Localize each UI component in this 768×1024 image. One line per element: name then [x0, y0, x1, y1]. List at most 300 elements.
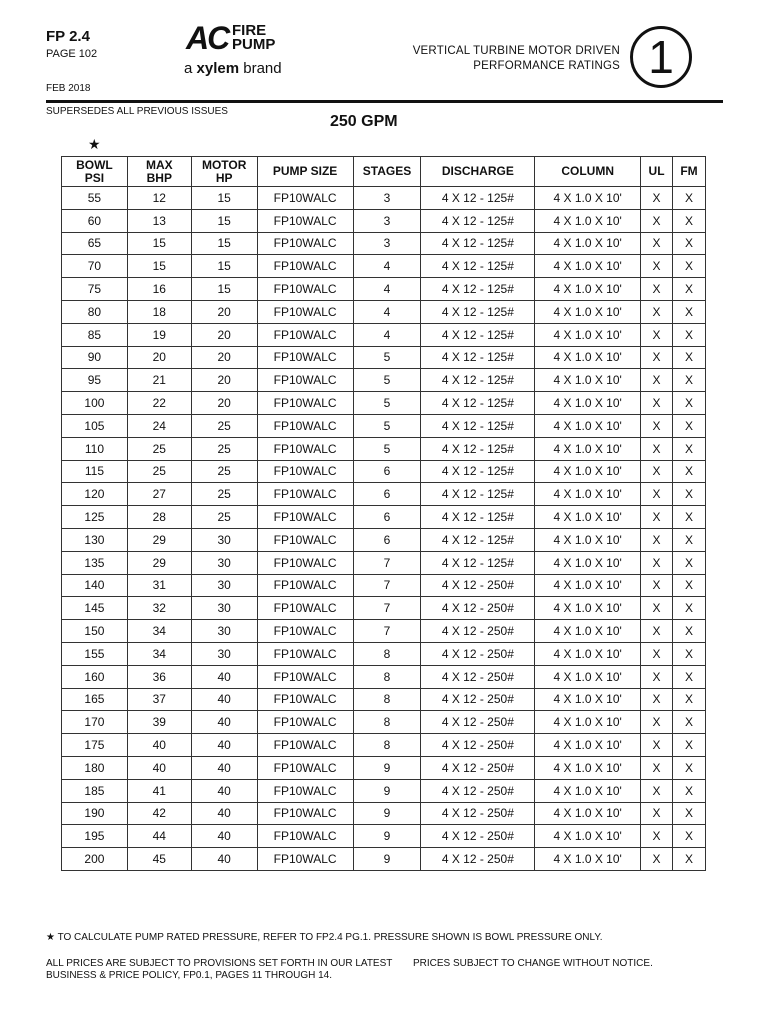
table-cell: 15: [127, 232, 191, 255]
table-row: [62, 688, 706, 711]
table-cell: X: [641, 300, 673, 323]
table-cell: 4 X 1.0 X 10': [535, 825, 641, 848]
table-cell: 4 X 12 - 250#: [421, 825, 535, 848]
column-header: [353, 157, 421, 187]
table-cell: 5: [353, 437, 421, 460]
table-row: [62, 779, 706, 802]
table-cell: 30: [191, 551, 257, 574]
table-cell: X: [673, 528, 706, 551]
table-cell: 4 X 12 - 125#: [421, 323, 535, 346]
table-cell: 4 X 1.0 X 10': [535, 506, 641, 529]
table-row: [62, 756, 706, 779]
column-header-text: BOWL: [76, 157, 113, 172]
table-cell: X: [641, 209, 673, 232]
table-row: [62, 437, 706, 460]
column-header-text: STAGES: [362, 164, 412, 178]
table-cell: 4 X 12 - 125#: [421, 255, 535, 278]
table-cell: X: [673, 688, 706, 711]
table-cell: FP10WALC: [257, 506, 353, 529]
table-cell: X: [673, 825, 706, 848]
table-cell: 40: [191, 711, 257, 734]
table-cell: 4 X 1.0 X 10': [535, 734, 641, 757]
table-cell: X: [641, 483, 673, 506]
table-cell: X: [673, 209, 706, 232]
table-row: [62, 369, 706, 392]
table-cell: 3: [353, 232, 421, 255]
table-cell: 4 X 1.0 X 10': [535, 688, 641, 711]
table-cell: 4 X 1.0 X 10': [535, 711, 641, 734]
table-cell: X: [641, 802, 673, 825]
table-cell: 19: [127, 323, 191, 346]
table-cell: 30: [191, 597, 257, 620]
table-cell: X: [673, 802, 706, 825]
table-cell: X: [673, 734, 706, 757]
table-row: [62, 551, 706, 574]
table-cell: 8: [353, 734, 421, 757]
table-cell: 4 X 12 - 125#: [421, 187, 535, 210]
table-cell: FP10WALC: [257, 255, 353, 278]
table-cell: 4: [353, 278, 421, 301]
table-cell: 20: [191, 346, 257, 369]
table-cell: 4 X 1.0 X 10': [535, 187, 641, 210]
table-cell: 4 X 12 - 125#: [421, 437, 535, 460]
table-cell: FP10WALC: [257, 848, 353, 871]
table-cell: FP10WALC: [257, 802, 353, 825]
table-row: [62, 187, 706, 210]
table-header-row: [62, 157, 706, 187]
table-cell: 29: [127, 551, 191, 574]
table-cell: 55: [62, 187, 128, 210]
table-cell: 155: [62, 642, 128, 665]
table-cell: X: [641, 688, 673, 711]
table-row: [62, 528, 706, 551]
table-cell: FP10WALC: [257, 528, 353, 551]
table-cell: X: [673, 711, 706, 734]
table-cell: X: [641, 323, 673, 346]
table-cell: FP10WALC: [257, 665, 353, 688]
table-cell: 9: [353, 825, 421, 848]
table-cell: 4 X 1.0 X 10': [535, 346, 641, 369]
table-cell: 40: [127, 734, 191, 757]
table-cell: X: [673, 551, 706, 574]
document-title-line-2: PERFORMANCE RATINGS: [473, 60, 620, 72]
table-cell: X: [641, 756, 673, 779]
table-cell: 40: [191, 825, 257, 848]
table-cell: FP10WALC: [257, 574, 353, 597]
table-cell: 7: [353, 551, 421, 574]
table-cell: FP10WALC: [257, 711, 353, 734]
table-cell: 4 X 12 - 250#: [421, 597, 535, 620]
logo-brand-prefix: a: [184, 60, 193, 77]
column-header-text: COLUMN: [561, 164, 614, 178]
table-cell: 40: [191, 848, 257, 871]
table-cell: 4 X 12 - 125#: [421, 414, 535, 437]
table-cell: 4 X 1.0 X 10': [535, 300, 641, 323]
table-row: [62, 232, 706, 255]
table-cell: 60: [62, 209, 128, 232]
table-cell: 4 X 12 - 250#: [421, 620, 535, 643]
table-cell: 7: [353, 574, 421, 597]
table-cell: 40: [191, 734, 257, 757]
table-cell: 25: [191, 483, 257, 506]
ac-fire-pump-logo: [180, 22, 290, 80]
table-cell: FP10WALC: [257, 460, 353, 483]
table-cell: X: [641, 574, 673, 597]
table-cell: 4 X 1.0 X 10': [535, 460, 641, 483]
table-row: [62, 734, 706, 757]
column-header: [257, 157, 353, 187]
table-cell: FP10WALC: [257, 642, 353, 665]
table-cell: 4 X 1.0 X 10': [535, 620, 641, 643]
table-cell: 4 X 1.0 X 10': [535, 756, 641, 779]
table-cell: 4 X 12 - 250#: [421, 665, 535, 688]
table-cell: FP10WALC: [257, 414, 353, 437]
table-cell: 7: [353, 597, 421, 620]
table-cell: 40: [127, 756, 191, 779]
table-cell: X: [641, 392, 673, 415]
supersedes-note: SUPERSEDES ALL PREVIOUS ISSUES: [46, 106, 228, 117]
table-cell: 4 X 12 - 125#: [421, 346, 535, 369]
table-cell: 8: [353, 688, 421, 711]
table-cell: 31: [127, 574, 191, 597]
table-cell: 80: [62, 300, 128, 323]
table-cell: 30: [191, 528, 257, 551]
table-row: [62, 711, 706, 734]
logo-mark: AC: [186, 20, 229, 56]
table-cell: X: [641, 346, 673, 369]
table-cell: X: [641, 620, 673, 643]
table-cell: 105: [62, 414, 128, 437]
table-cell: X: [641, 369, 673, 392]
table-cell: 15: [191, 187, 257, 210]
column-header-text: FM: [680, 164, 698, 178]
table-cell: 4 X 12 - 125#: [421, 300, 535, 323]
table-cell: 3: [353, 187, 421, 210]
column-header-text: BHP: [146, 170, 172, 185]
table-cell: 100: [62, 392, 128, 415]
section-number-badge: 1: [630, 26, 692, 88]
table-cell: 4 X 12 - 250#: [421, 642, 535, 665]
table-cell: 125: [62, 506, 128, 529]
logo-brand-line: [184, 60, 282, 77]
table-cell: X: [641, 825, 673, 848]
table-cell: X: [641, 278, 673, 301]
table-cell: 5: [353, 414, 421, 437]
logo-fire-pump: [232, 24, 275, 52]
page-number: PAGE 102: [46, 48, 98, 60]
table-cell: X: [673, 779, 706, 802]
table-cell: 4: [353, 255, 421, 278]
table-cell: X: [673, 642, 706, 665]
table-row: [62, 346, 706, 369]
table-cell: FP10WALC: [257, 779, 353, 802]
table-cell: X: [673, 460, 706, 483]
table-cell: 6: [353, 483, 421, 506]
column-header: [127, 157, 191, 187]
table-cell: 4 X 12 - 125#: [421, 551, 535, 574]
table-cell: X: [673, 392, 706, 415]
table-cell: 190: [62, 802, 128, 825]
column-header: [191, 157, 257, 187]
table-cell: 4 X 1.0 X 10': [535, 369, 641, 392]
table-cell: 21: [127, 369, 191, 392]
table-body: [62, 187, 706, 871]
table-cell: 5: [353, 392, 421, 415]
table-cell: 34: [127, 642, 191, 665]
table-cell: 4 X 1.0 X 10': [535, 437, 641, 460]
table-cell: 70: [62, 255, 128, 278]
table-cell: FP10WALC: [257, 483, 353, 506]
table-cell: 5: [353, 369, 421, 392]
table-cell: 34: [127, 620, 191, 643]
table-row: [62, 414, 706, 437]
table-cell: 9: [353, 848, 421, 871]
logo-fire-text: FIRE: [232, 22, 267, 39]
column-header-text: MOTOR: [201, 157, 247, 172]
column-header: [641, 157, 673, 187]
table-cell: 30: [191, 574, 257, 597]
table-row: [62, 278, 706, 301]
table-cell: 6: [353, 528, 421, 551]
document-code: FP 2.4: [46, 28, 90, 45]
table-cell: 9: [353, 779, 421, 802]
table-cell: 45: [127, 848, 191, 871]
table-cell: 13: [127, 209, 191, 232]
column-header-text: MAX: [145, 157, 173, 172]
table-cell: 37: [127, 688, 191, 711]
column-header: [62, 157, 128, 187]
table-cell: X: [641, 437, 673, 460]
logo-brand-name: xylem: [196, 60, 240, 77]
issue-date: FEB 2018: [46, 83, 91, 94]
table-cell: 4 X 12 - 250#: [421, 574, 535, 597]
table-cell: X: [673, 278, 706, 301]
table-cell: X: [673, 574, 706, 597]
table-cell: 40: [191, 802, 257, 825]
table-cell: 15: [191, 209, 257, 232]
table-cell: 145: [62, 597, 128, 620]
table-cell: 5: [353, 346, 421, 369]
table-row: [62, 209, 706, 232]
table-cell: X: [641, 597, 673, 620]
table-cell: X: [673, 187, 706, 210]
table-cell: FP10WALC: [257, 346, 353, 369]
table-cell: 15: [191, 232, 257, 255]
table-cell: 120: [62, 483, 128, 506]
table-cell: 65: [62, 232, 128, 255]
table-cell: 4 X 1.0 X 10': [535, 255, 641, 278]
column-header: [535, 157, 641, 187]
table-cell: 39: [127, 711, 191, 734]
table-cell: 15: [191, 255, 257, 278]
table-cell: 4 X 1.0 X 10': [535, 597, 641, 620]
table-cell: 25: [191, 460, 257, 483]
table-cell: X: [641, 414, 673, 437]
logo-pump-text: PUMP: [232, 36, 276, 53]
table-cell: 195: [62, 825, 128, 848]
table-cell: 4 X 12 - 250#: [421, 802, 535, 825]
table-cell: 9: [353, 756, 421, 779]
table-cell: FP10WALC: [257, 688, 353, 711]
table-row: [62, 597, 706, 620]
table-cell: 28: [127, 506, 191, 529]
table-cell: 4 X 12 - 125#: [421, 392, 535, 415]
table-cell: 9: [353, 802, 421, 825]
table-cell: 25: [191, 506, 257, 529]
table-cell: 40: [191, 688, 257, 711]
table-cell: FP10WALC: [257, 232, 353, 255]
document-title-line-1: VERTICAL TURBINE MOTOR DRIVEN: [412, 45, 620, 57]
table-cell: 4 X 1.0 X 10': [535, 278, 641, 301]
footnote-price-policy: ALL PRICES ARE SUBJECT TO PROVISIONS SET FORTH IN OUR LATEST BUSINESS & PRICE POLICY, FP0.1, PAGES 11 THROUGH 14.: [46, 958, 393, 981]
table-cell: FP10WALC: [257, 300, 353, 323]
table-cell: 6: [353, 460, 421, 483]
table-cell: X: [673, 665, 706, 688]
table-cell: FP10WALC: [257, 437, 353, 460]
table-cell: X: [673, 369, 706, 392]
table-cell: 4 X 1.0 X 10': [535, 848, 641, 871]
table-cell: 42: [127, 802, 191, 825]
table-row: [62, 574, 706, 597]
star-marker-icon: ★: [88, 136, 101, 152]
table-cell: X: [673, 346, 706, 369]
table-cell: 115: [62, 460, 128, 483]
table-cell: 8: [353, 665, 421, 688]
table-cell: FP10WALC: [257, 323, 353, 346]
table-cell: X: [673, 597, 706, 620]
table-cell: 4 X 12 - 250#: [421, 756, 535, 779]
table-cell: 20: [191, 392, 257, 415]
table-cell: 4 X 1.0 X 10': [535, 642, 641, 665]
table-cell: FP10WALC: [257, 825, 353, 848]
table-cell: 4 X 12 - 125#: [421, 209, 535, 232]
table-cell: 140: [62, 574, 128, 597]
table-cell: 4 X 12 - 250#: [421, 848, 535, 871]
column-header-text: PUMP SIZE: [272, 164, 338, 178]
table-cell: 4 X 1.0 X 10': [535, 209, 641, 232]
flow-rate-title: 250 GPM: [330, 113, 398, 130]
table-cell: 15: [191, 278, 257, 301]
table-cell: 4 X 12 - 125#: [421, 232, 535, 255]
table-cell: 4 X 12 - 125#: [421, 506, 535, 529]
table-cell: 40: [191, 665, 257, 688]
table-cell: 4 X 1.0 X 10': [535, 232, 641, 255]
table-cell: FP10WALC: [257, 392, 353, 415]
table-row: [62, 825, 706, 848]
table-cell: 85: [62, 323, 128, 346]
table-cell: 4 X 1.0 X 10': [535, 392, 641, 415]
table-cell: 20: [191, 323, 257, 346]
table-cell: 150: [62, 620, 128, 643]
table-cell: 24: [127, 414, 191, 437]
table-row: [62, 620, 706, 643]
table-cell: X: [641, 551, 673, 574]
table-cell: FP10WALC: [257, 209, 353, 232]
column-header: [421, 157, 535, 187]
table-cell: 4 X 12 - 125#: [421, 483, 535, 506]
document-title: [400, 44, 620, 74]
table-cell: X: [673, 620, 706, 643]
table-cell: X: [641, 642, 673, 665]
table-cell: 25: [191, 414, 257, 437]
table-cell: X: [641, 528, 673, 551]
table-cell: 4 X 1.0 X 10': [535, 779, 641, 802]
column-header-text: HP: [215, 170, 233, 185]
table-cell: X: [673, 323, 706, 346]
table-cell: 185: [62, 779, 128, 802]
table-cell: 180: [62, 756, 128, 779]
table-cell: 20: [127, 346, 191, 369]
table-cell: 4 X 1.0 X 10': [535, 528, 641, 551]
table-cell: FP10WALC: [257, 369, 353, 392]
table-cell: 25: [127, 437, 191, 460]
table-cell: 4 X 12 - 250#: [421, 711, 535, 734]
table-cell: 36: [127, 665, 191, 688]
table-cell: 4 X 1.0 X 10': [535, 665, 641, 688]
table-cell: X: [641, 665, 673, 688]
table-cell: 170: [62, 711, 128, 734]
table-cell: 4 X 12 - 250#: [421, 688, 535, 711]
column-header-text: DISCHARGE: [441, 164, 514, 178]
table-cell: 4 X 12 - 125#: [421, 369, 535, 392]
table-cell: 4 X 12 - 250#: [421, 734, 535, 757]
table-cell: 41: [127, 779, 191, 802]
table-cell: X: [673, 483, 706, 506]
table-cell: X: [641, 187, 673, 210]
table-cell: 95: [62, 369, 128, 392]
table-cell: 4 X 1.0 X 10': [535, 323, 641, 346]
table-cell: 90: [62, 346, 128, 369]
table-row: [62, 483, 706, 506]
table-cell: 16: [127, 278, 191, 301]
table-cell: 4 X 1.0 X 10': [535, 483, 641, 506]
table-cell: 7: [353, 620, 421, 643]
column-header: [673, 157, 706, 187]
table-cell: X: [641, 506, 673, 529]
table-cell: 8: [353, 642, 421, 665]
performance-table: [61, 156, 706, 871]
table-cell: FP10WALC: [257, 187, 353, 210]
table-cell: X: [641, 255, 673, 278]
table-cell: X: [673, 232, 706, 255]
table-cell: X: [673, 756, 706, 779]
table-cell: X: [673, 414, 706, 437]
footnote-pressure: ★ TO CALCULATE PUMP RATED PRESSURE, REFER TO FP2.4 PG.1. PRESSURE SHOWN IS BOWL PRESSURE ONLY.: [46, 932, 603, 943]
table-row: [62, 665, 706, 688]
table-cell: 4 X 12 - 125#: [421, 460, 535, 483]
table-cell: 4 X 12 - 250#: [421, 779, 535, 802]
table-cell: 20: [191, 369, 257, 392]
table-cell: X: [673, 848, 706, 871]
table-cell: 3: [353, 209, 421, 232]
column-header-text: UL: [648, 164, 665, 178]
table-cell: 175: [62, 734, 128, 757]
table-cell: 4 X 12 - 125#: [421, 528, 535, 551]
table-cell: 40: [191, 779, 257, 802]
table-cell: 30: [191, 642, 257, 665]
table-cell: 4: [353, 323, 421, 346]
table-cell: 22: [127, 392, 191, 415]
table-cell: X: [641, 734, 673, 757]
table-cell: X: [641, 711, 673, 734]
table-cell: X: [673, 300, 706, 323]
table-cell: FP10WALC: [257, 551, 353, 574]
table-cell: 160: [62, 665, 128, 688]
table-cell: 25: [191, 437, 257, 460]
table-cell: FP10WALC: [257, 597, 353, 620]
table-cell: 165: [62, 688, 128, 711]
table-cell: 30: [191, 620, 257, 643]
